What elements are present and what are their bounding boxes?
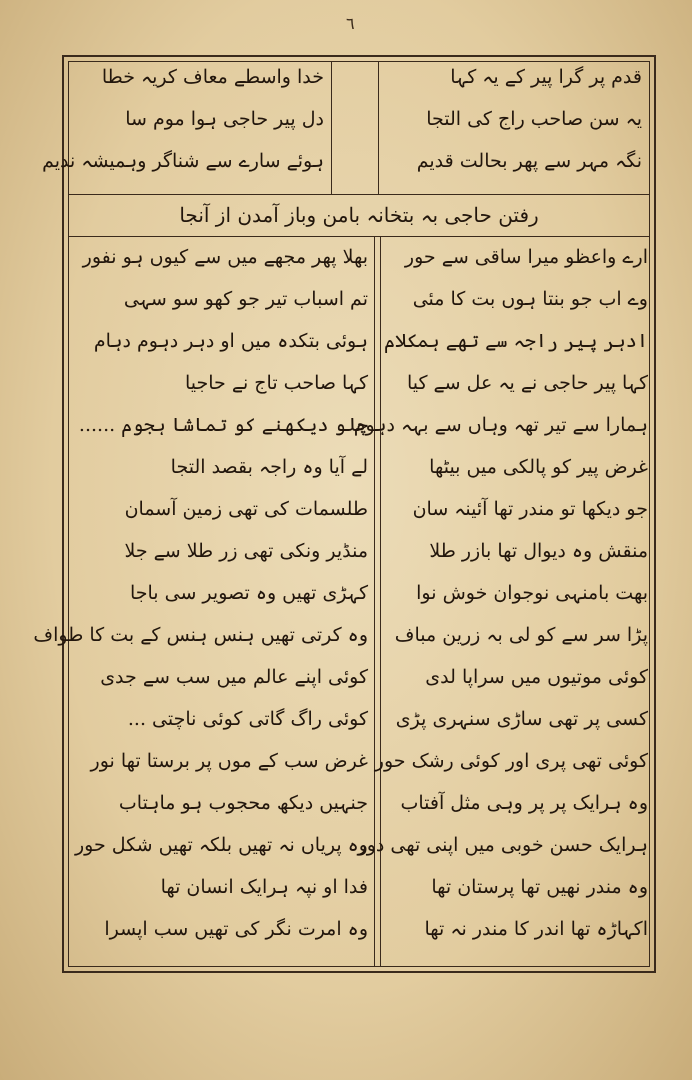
left-verse: غرض سب کے موں پر برستا تھا نور — [90, 750, 368, 772]
top-left-verse-2: دل پیر حاجی ہوا موم سا — [125, 108, 324, 130]
top-left-verse-3: ہوئے سارے سے شناگر وہمیشہ ندیم — [42, 150, 324, 172]
right-verse: وہ مندر نھیں تھا پرستان تھا — [431, 876, 648, 898]
right-verse: ہرایک حسن خوبی میں اپنی تھی دور — [357, 834, 648, 856]
top-right-verse-1: قدم پر گرا پیر کے یہ کہا — [450, 66, 642, 88]
right-verse: کہا پیر حاجی نے یہ عل سے کیا — [406, 372, 648, 394]
left-verse: وہ کرتی تھیں ہنس ہنس کے بت کا طواف — [33, 624, 368, 646]
right-verse: ارے واعظو میرا ساقی سے حور — [404, 246, 648, 268]
right-verse: منقش وہ دیوال تھا بازر طلا — [429, 540, 648, 562]
top-column-rule-left — [331, 61, 332, 194]
right-verse: کوئی تھی پری اور کوئی رشک حور — [374, 750, 648, 772]
left-verse: جنہیں دیکھ محجوب ہو ماہتاب — [118, 792, 368, 814]
top-column-rule-right — [378, 61, 379, 194]
heading-rule-bottom — [68, 236, 650, 237]
right-verse: اکہاڑہ تھا اندر کا مندر نہ تھا — [424, 918, 648, 940]
right-verse: کوئی موتیوں میں سراپا لدی — [425, 666, 648, 688]
right-verse: غرض پیر کو پالکی میں بیٹھا — [429, 456, 648, 478]
left-verse: ہوئی بتکدہ میں او دہر دہوم دہام — [93, 330, 368, 352]
body-column-rule-left — [374, 236, 375, 967]
left-verse: وہ امرت نگر کی تھیں سب اپسرا — [104, 918, 368, 940]
top-right-verse-3: نگہ مہر سے پھر بحالت قدیم — [416, 150, 642, 172]
top-left-verse-1: خدا واسطے معاف کریہ خطا — [101, 66, 324, 88]
right-verse: ہمارا سے تیر تھہ وہاں سے بہہ دہوم — [353, 414, 648, 436]
left-verse: کہڑی تھیں وہ تصویر سی باجا — [129, 582, 368, 604]
body-column-rule-right — [380, 236, 381, 967]
left-verse: چلو دیکھنے کو تماشا ہجوم ...... — [78, 414, 368, 436]
left-verse: طلسمات کی تھی زمین آسمان — [124, 498, 368, 520]
top-right-verse-2: یہ سن صاحب راج کی التجا — [426, 108, 642, 130]
section-heading: رفتن حاجی بہ بتخانہ بامن وباز آمدن از آنجا — [179, 203, 539, 227]
right-verse: جو دیکھا تو مندر تھا آئینہ سان — [412, 498, 648, 520]
left-verse: منڈیر ونکی تھی زر طلا سے جلا — [124, 540, 368, 562]
right-verse: کسی پر تھی ساڑی سنہری پڑی — [395, 708, 648, 730]
left-verse: کہا صاحب تاج نے حاجیا — [184, 372, 368, 394]
right-verse: وہ ہرایک پر پر وہی مثل آفتاب — [400, 792, 648, 814]
left-verse: وہ پریاں نہ تھیں بلکہ تھیں شکل حور — [74, 834, 368, 856]
left-verse: کوئی راگ گاتی کوئی ناچتی ... — [127, 708, 368, 730]
left-verse: لے آیا وہ راجہ بقصد التجا — [170, 456, 368, 478]
left-verse: تم اسباب تیر جو کھو سو سہی — [123, 288, 368, 310]
right-verse: بھت بامنہی نوجوان خوش نوا — [416, 582, 648, 604]
left-verse: بھلا پھر مجھے میں سے کیوں ہو نفور — [82, 246, 368, 268]
right-verse: ادہر پیر راجہ سے تھے ہمکلام — [384, 330, 648, 352]
left-verse: فدا او نپہ ہرایک انسان تھا — [160, 876, 368, 898]
right-verse: وے اب جو بنتا ہوں بت کا مئی — [412, 288, 648, 310]
page-number: ٦ — [346, 14, 355, 33]
left-verse: کوئی اپنے عالم میں سب سے جدی — [100, 666, 368, 688]
right-verse: پڑا سر سے کو لی بہ زرین مباف — [394, 624, 648, 646]
